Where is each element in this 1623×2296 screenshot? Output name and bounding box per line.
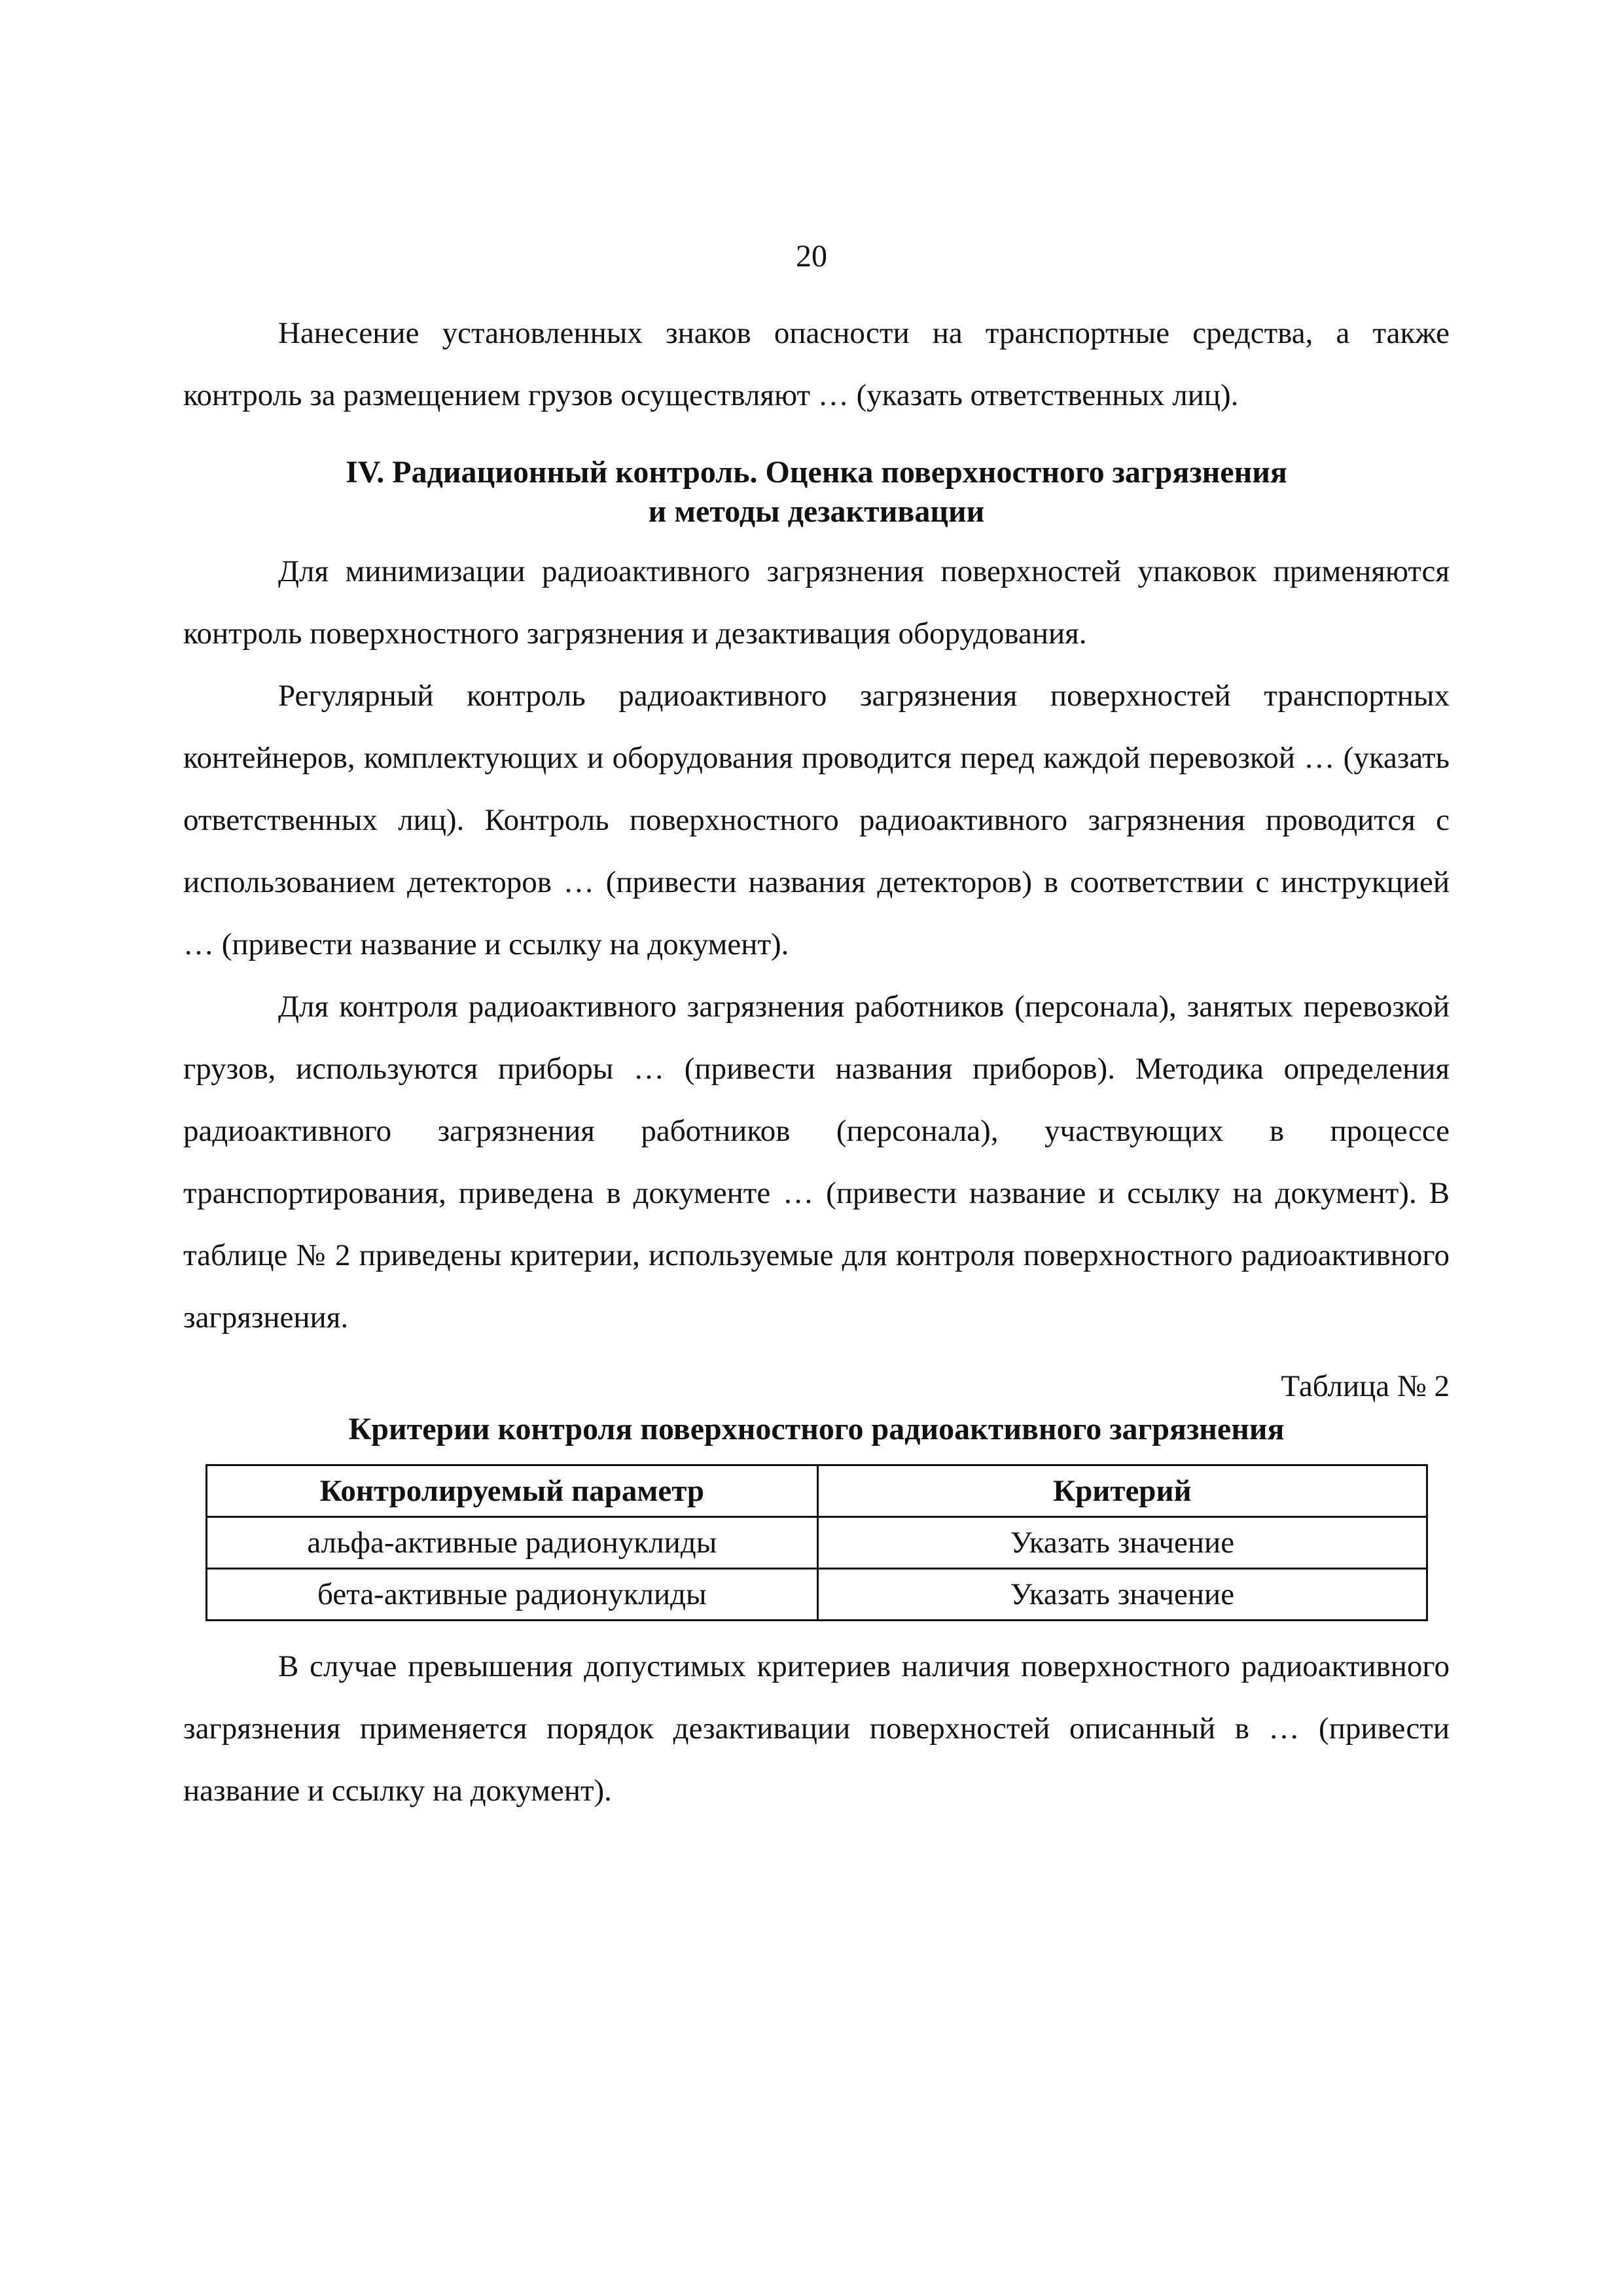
table-cell-parameter: бета-активные радионуклиды bbox=[206, 1569, 818, 1621]
section-heading-line-1: IV. Радиационный контроль. Оценка поверхностного загрязнения bbox=[346, 455, 1287, 490]
table-cell-parameter: альфа-активные радионуклиды bbox=[206, 1517, 818, 1569]
table-title: Критерии контроля поверхностного радиоактивного загрязнения bbox=[348, 1412, 1285, 1446]
section-heading-line-2: и методы дезактивации bbox=[648, 494, 985, 529]
table-cell-criterion: Указать значение bbox=[818, 1517, 1427, 1569]
page-content bbox=[183, 302, 1450, 1822]
paragraph-personnel-control: Для контроля радиоактивного загрязнения работников (персонала), занятых перевозкой грузов, используются приборы … (привести названия приборов). Методика определения радиоактивного загрязнения работников (персонала), участвующих в процессе транспортирования, приведена в документе … (привести название и ссылку на документ). В таблице № 2 приведены критерии, используемые для контроля поверхностного радиоактивного загрязнения. bbox=[183, 990, 1450, 1335]
paragraph-markings: Нанесение установленных знаков опасности на транспортные средства, а также контроль за размещением грузов осуществляют … (указать ответственных лиц). bbox=[183, 316, 1450, 412]
page-number: 20 bbox=[796, 239, 827, 274]
table-number: Таблица № 2 bbox=[1281, 1369, 1450, 1403]
table-header-criterion: Критерий bbox=[818, 1465, 1427, 1517]
section-heading bbox=[183, 453, 1450, 531]
table-cell-criterion: Указать значение bbox=[818, 1569, 1427, 1621]
paragraph-minimization: Для минимизации радиоактивного загрязнения поверхностей упаковок применяются контроль поверхностного загрязнения и дезактивация оборудования. bbox=[183, 554, 1450, 651]
paragraph-regular-control: Регулярный контроль радиоактивного загрязнения поверхностей транспортных контейнеров, комплектующих и оборудования проводится перед каждой перевозкой … (указать ответственных лиц). Контроль поверхностного радиоактивного загрязнения проводится с использованием детекторов … (привести названия детекторов) в соответствии с инструкцией … (привести название и ссылку на документ). bbox=[183, 679, 1450, 961]
table-header-parameter: Контролируемый параметр bbox=[206, 1465, 818, 1517]
criteria-table bbox=[205, 1464, 1428, 1621]
table-row bbox=[206, 1517, 1427, 1569]
table-row bbox=[206, 1569, 1427, 1621]
table-header-row bbox=[206, 1465, 1427, 1517]
paragraph-decontamination: В случае превышения допустимых критериев наличия поверхностного радиоактивного загрязнения применяется порядок дезактивации поверхностей описанный в … (привести название и ссылку на документ). bbox=[183, 1649, 1450, 1808]
